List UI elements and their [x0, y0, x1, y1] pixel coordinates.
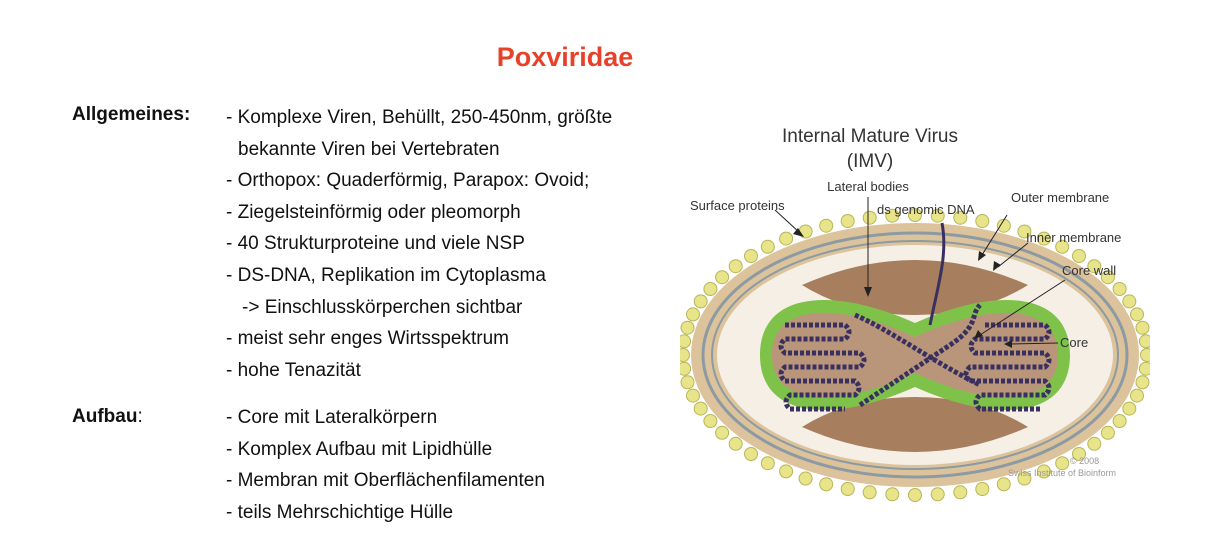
list-item: - hohe Tenazität: [226, 359, 361, 381]
surface-protein-knob: [729, 260, 742, 273]
surface-protein-knob: [820, 478, 833, 491]
surface-protein-knob: [716, 426, 729, 439]
surface-protein-knob: [954, 486, 967, 499]
surface-protein-knob: [745, 448, 758, 461]
surface-protein-knob: [1139, 335, 1150, 348]
surface-protein-knob: [694, 402, 707, 415]
surface-protein-knob: [680, 349, 690, 362]
surface-protein-knob: [780, 232, 793, 245]
surface-protein-knob: [680, 362, 691, 375]
surface-protein-knob: [976, 483, 989, 496]
surface-protein-knob: [704, 415, 717, 428]
surface-protein-knob: [841, 483, 854, 496]
figure-title: Internal Mature Virus: [781, 126, 959, 147]
surface-protein-knob: [1101, 426, 1114, 439]
surface-protein-knob: [1136, 321, 1149, 334]
label-ds-genomic-dna: ds genomic DNA: [877, 202, 975, 217]
label-lateral-bodies: Lateral bodies: [827, 179, 909, 194]
list-item: - meist sehr enges Wirtsspektrum: [226, 328, 509, 350]
surface-protein-knob: [780, 465, 793, 478]
surface-protein-knob: [1113, 283, 1126, 296]
surface-protein-knob: [681, 376, 694, 389]
list-item: bekannte Viren bei Vertebraten: [238, 138, 500, 160]
surface-protein-knob: [681, 321, 694, 334]
list-item: - Komplexe Viren, Behüllt, 250-450nm, größte: [226, 107, 613, 128]
list-item: -> Einschlusskörperchen sichtbar: [242, 296, 523, 318]
label-outer-membrane: Outer membrane: [1011, 190, 1110, 205]
surface-protein-knob: [729, 437, 742, 450]
surface-protein-knob: [1139, 362, 1150, 375]
surface-protein-knob: [687, 308, 700, 321]
list-item: - Membran mit Oberflächenfilamenten: [226, 470, 545, 492]
allgemeines-list: [226, 102, 612, 386]
surface-protein-knob: [1073, 250, 1086, 263]
page-title: Poxviridae: [496, 42, 634, 72]
list-item: - Core mit Lateralkörpern: [226, 407, 438, 428]
surface-protein-knob: [886, 488, 899, 501]
surface-protein-knob: [1123, 295, 1136, 308]
figure-subtitle: (IMV): [846, 151, 894, 172]
surface-protein-knob: [704, 283, 717, 296]
surface-protein-knob: [997, 219, 1010, 232]
surface-protein-knob: [694, 295, 707, 308]
section-label-aufbau: Aufbau:: [72, 406, 143, 427]
surface-protein-knob: [680, 335, 691, 348]
section-label-allgemeines: Allgemeines:: [72, 104, 191, 125]
copyright-year: © 2008: [1070, 456, 1100, 466]
surface-protein-knob: [745, 250, 758, 263]
list-item: - 40 Strukturproteine und viele NSP: [226, 233, 525, 255]
surface-protein-knob: [863, 486, 876, 499]
surface-protein-knob: [716, 271, 729, 284]
surface-protein-knob: [1131, 308, 1144, 321]
surface-protein-knob: [863, 211, 876, 224]
surface-protein-knob: [976, 215, 989, 228]
list-item: - teils Mehrschichtige Hülle: [226, 501, 454, 523]
surface-protein-knob: [799, 472, 812, 485]
surface-protein-knob: [997, 478, 1010, 491]
surface-protein-knob: [687, 389, 700, 402]
surface-protein-knob: [909, 489, 922, 502]
label-core-wall: Core wall: [1062, 263, 1117, 278]
surface-protein-knob: [1141, 349, 1151, 362]
surface-protein-knob: [1131, 389, 1144, 402]
surface-protein-knob: [1113, 415, 1126, 428]
aufbau-list: [226, 402, 545, 528]
surface-protein-knob: [841, 215, 854, 228]
list-item: - DS-DNA, Replikation im Cytoplasma: [226, 264, 546, 286]
label-core: Core: [1060, 335, 1089, 350]
label-inner-membrane: Inner membrane: [1026, 230, 1122, 245]
surface-protein-knob: [761, 240, 774, 253]
surface-protein-knob: [820, 219, 833, 232]
surface-protein-knob: [931, 488, 944, 501]
surface-protein-knob: [1088, 437, 1101, 450]
surface-protein-knob: [1136, 376, 1149, 389]
list-item: - Komplex Aufbau mit Lipidhülle: [226, 438, 493, 460]
poxvirus-imv-diagram: [680, 115, 1150, 515]
surface-protein-knob: [1123, 402, 1136, 415]
list-item: - Ziegelsteinförmig oder pleomorph: [226, 201, 521, 223]
copyright-org: Swiss Institute of Bioinform: [1008, 468, 1117, 478]
surface-protein-knob: [761, 457, 774, 470]
list-item: - Orthopox: Quaderförmig, Parapox: Ovoid;: [226, 170, 590, 192]
label-surface-proteins: Surface proteins: [690, 198, 785, 213]
